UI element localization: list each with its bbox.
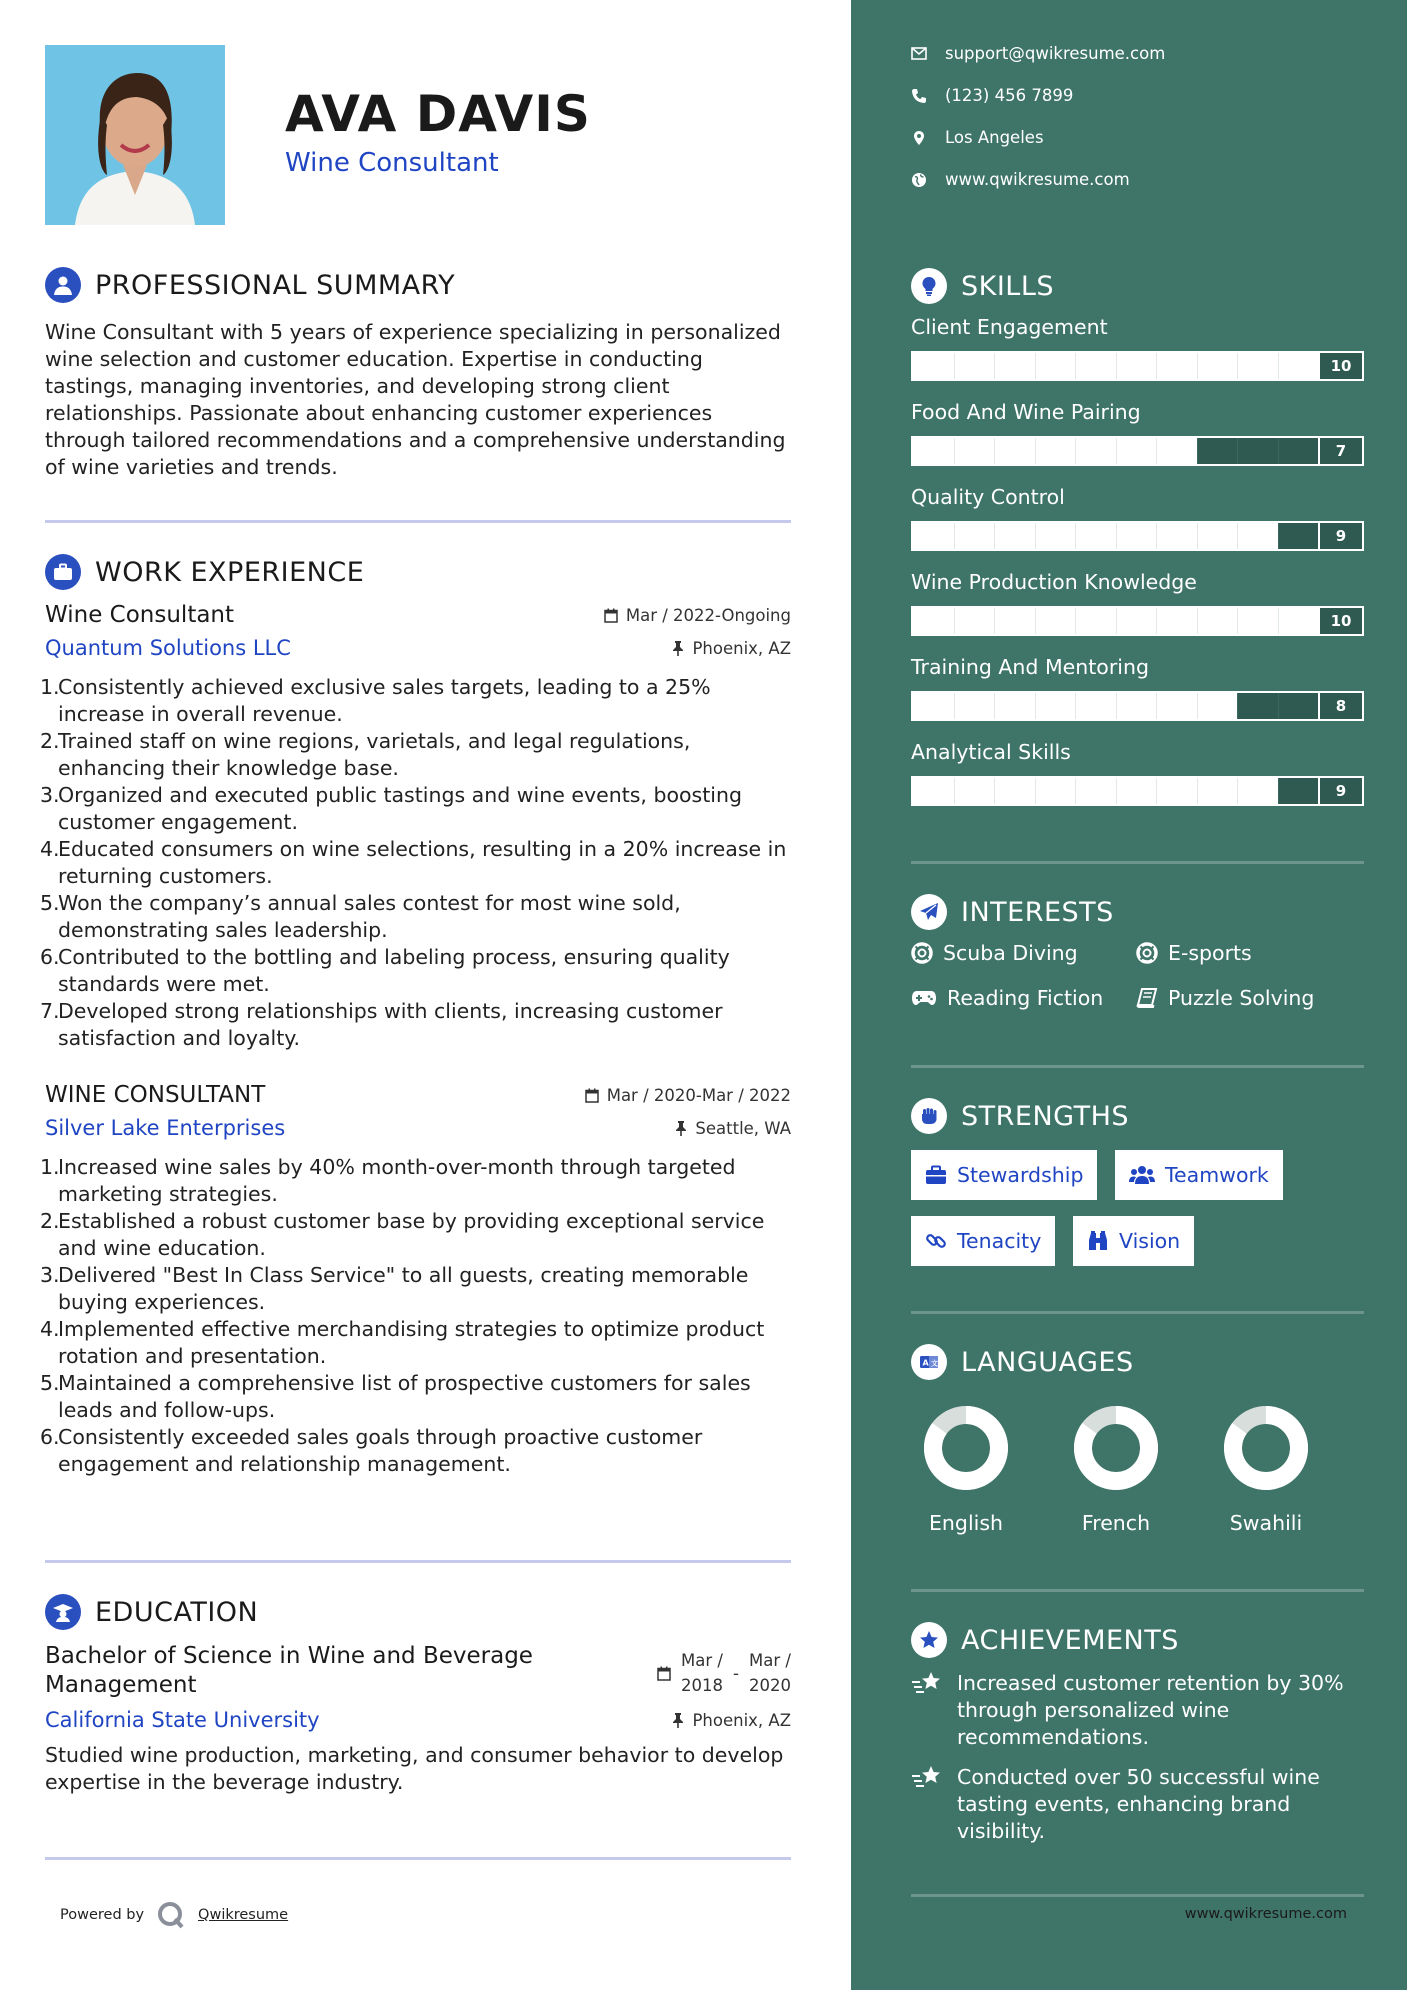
bullet-number: 1. xyxy=(40,1155,60,1179)
paper-plane-icon xyxy=(911,894,947,930)
skill-bar-segment xyxy=(1156,353,1157,379)
skill-bar-segment xyxy=(1116,353,1117,379)
skill-bar-segment xyxy=(1116,438,1117,464)
bullet-item: 4. Educated consumers on wine selections, resulting in a 20% increase in returning customers. xyxy=(40,837,787,888)
skill-bar-segment xyxy=(1278,523,1279,549)
interests-title: INTERESTS xyxy=(961,896,1114,928)
envelope-icon xyxy=(911,47,927,60)
skill-bar xyxy=(911,436,1364,466)
job-title: WINE CONSULTANT xyxy=(45,1082,266,1108)
life-ring-icon xyxy=(911,942,933,964)
divider xyxy=(911,1589,1364,1592)
avatar xyxy=(45,45,225,225)
skill-score: 9 xyxy=(1318,523,1362,549)
shooting-star-icon xyxy=(911,1764,945,1790)
achievements-section xyxy=(911,1620,1364,1660)
language-donut xyxy=(1223,1405,1309,1491)
qwikresume-link[interactable]: Qwikresume xyxy=(198,1907,289,1923)
degree-name: Bachelor of Science in Wine and Beverage Management xyxy=(45,1643,533,1698)
skill-bar-segment xyxy=(1035,523,1036,549)
job-company: Quantum Solutions LLC xyxy=(45,636,291,660)
skill-item xyxy=(911,400,1364,466)
qwikresume-logo-icon xyxy=(156,1900,186,1930)
divider xyxy=(45,520,791,523)
education-section xyxy=(45,1592,791,1796)
skill-bar-segment xyxy=(1197,608,1198,634)
bullet-item: 2. Trained staff on wine regions, varietals, and legal regulations, enhancing their knowledge base. xyxy=(40,729,691,780)
skill-bar-segment xyxy=(1278,608,1279,634)
skill-bar-fill xyxy=(913,523,1278,549)
skill-bar-segment xyxy=(1035,693,1036,719)
achievement-item: Increased customer retention by 30% through personalized wine recommendations. xyxy=(911,1670,1364,1751)
lightbulb-icon xyxy=(911,268,947,304)
skill-item xyxy=(911,570,1364,636)
pin-icon xyxy=(672,1713,684,1728)
pin-icon xyxy=(675,1121,687,1136)
graduate-icon xyxy=(45,1594,81,1630)
skill-bar-segment xyxy=(994,438,995,464)
experience-section xyxy=(40,552,791,1478)
language-donut xyxy=(923,1405,1009,1491)
language-item xyxy=(911,1405,1021,1535)
education-date: Mar / 2018 - Mar / 2020 xyxy=(657,1646,791,1700)
skill-bar-segment xyxy=(1156,778,1157,804)
skill-bar-fill xyxy=(913,778,1278,804)
map-marker-icon xyxy=(911,130,927,146)
language-donut xyxy=(1073,1405,1159,1491)
achievements-title: ACHIEVEMENTS xyxy=(961,1624,1179,1656)
job-date: Mar / 2020-Mar / 2022 xyxy=(585,1086,791,1105)
divider xyxy=(911,1311,1364,1314)
link-icon xyxy=(925,1230,947,1252)
interest-item: E-sports xyxy=(1136,941,1252,965)
briefcase-icon xyxy=(45,554,81,590)
calendar-icon xyxy=(657,1666,671,1681)
skill-score: 10 xyxy=(1318,353,1362,379)
skill-name: Food And Wine Pairing xyxy=(911,400,1141,424)
summary-text: Wine Consultant with 5 years of experience specializing in personalized wine selection and customer education. Expertise in conducting tastings, managing inventories, and developing strong client relationships. Passionate about enhancing customer experiences through tailored recommendations and a comprehensive understanding of wine varieties and trends. xyxy=(45,320,786,479)
language-item xyxy=(1211,1405,1321,1535)
languages-section xyxy=(911,1342,1364,1382)
skill-bar-segment xyxy=(1197,778,1198,804)
summary-title: PROFESSIONAL SUMMARY xyxy=(95,269,456,301)
bullet-number: 4. xyxy=(40,837,60,861)
bullet-item: 3. Delivered "Best In Class Service" to all guests, creating memorable buying experiences. xyxy=(40,1263,749,1314)
strengths-section xyxy=(911,1096,1364,1136)
job-date: Mar / 2022-Ongoing xyxy=(604,606,791,625)
sidebar xyxy=(851,0,1407,1990)
svg-text:文: 文 xyxy=(931,1359,938,1368)
skill-bar-segment xyxy=(954,778,955,804)
divider xyxy=(911,861,1364,864)
contact-website[interactable]: www.qwikresume.com xyxy=(911,170,1130,189)
skill-score: 8 xyxy=(1318,693,1362,719)
skill-name: Client Engagement xyxy=(911,315,1108,339)
skills-section xyxy=(911,266,1364,306)
school-name: California State University xyxy=(45,1708,320,1732)
skill-score: 10 xyxy=(1318,608,1362,634)
skill-bar-fill xyxy=(913,438,1197,464)
bullet-item: 4. Implemented effective merchandising strategies to optimize product rotation and presentation. xyxy=(40,1317,765,1368)
calendar-icon xyxy=(585,1088,599,1103)
education-text: Studied wine production, marketing, and consumer behavior to develop expertise in the beverage industry. xyxy=(45,1743,784,1794)
job-company: Silver Lake Enterprises xyxy=(45,1116,286,1140)
pin-icon xyxy=(672,641,684,656)
skill-bar-segment xyxy=(1237,523,1238,549)
skill-bar-segment xyxy=(1237,353,1238,379)
bullet-item: 2. Established a robust customer base by providing exceptional service and wine education. xyxy=(40,1209,765,1260)
skill-bar-segment xyxy=(1156,608,1157,634)
contact-phone[interactable]: (123) 456 7899 xyxy=(911,86,1073,105)
skill-bar-segment xyxy=(954,353,955,379)
bullet-number: 2. xyxy=(40,1209,60,1233)
skill-bar-segment xyxy=(1075,693,1076,719)
skill-bar-segment xyxy=(1156,523,1157,549)
interest-item: Scuba Diving xyxy=(911,941,1078,965)
skill-bar-segment xyxy=(954,693,955,719)
skill-bar xyxy=(911,691,1364,721)
skill-bar-segment xyxy=(1197,353,1198,379)
skill-item xyxy=(911,655,1364,721)
skill-name: Training And Mentoring xyxy=(911,655,1149,679)
skill-bar-segment xyxy=(994,608,995,634)
skill-bar xyxy=(911,776,1364,806)
strength-tag: Teamwork xyxy=(1115,1150,1283,1200)
skill-bar-segment xyxy=(1197,523,1198,549)
skill-bar-segment xyxy=(1075,438,1076,464)
contact-location: Los Angeles xyxy=(911,128,1044,147)
strength-tag: Tenacity xyxy=(911,1216,1055,1266)
calendar-icon xyxy=(604,608,618,623)
bullet-number: 2. xyxy=(40,729,60,753)
bullet-number: 3. xyxy=(40,1263,60,1287)
skill-bar-segment xyxy=(1075,608,1076,634)
bullet-number: 7. xyxy=(40,999,60,1023)
bullet-item: 7. Developed strong relationships with clients, increasing customer satisfaction and loyalty. xyxy=(40,999,723,1050)
bullet-number: 6. xyxy=(40,1425,60,1449)
bullet-item: 6. Contributed to the bottling and labeling process, ensuring quality standards were met. xyxy=(40,945,730,996)
achievement-item: Conducted over 50 successful wine tasting events, enhancing brand visibility. xyxy=(911,1764,1364,1845)
strength-tag: Stewardship xyxy=(911,1150,1097,1200)
skill-bar-segment xyxy=(954,438,955,464)
skill-bar-segment xyxy=(1278,353,1279,379)
interest-item: Puzzle Solving xyxy=(1136,986,1314,1010)
skill-bar-segment xyxy=(1116,778,1117,804)
translate-icon xyxy=(911,1344,947,1380)
job-location: Seattle, WA xyxy=(675,1119,791,1138)
skill-bar-segment xyxy=(994,523,995,549)
skill-bar-segment xyxy=(1156,693,1157,719)
languages-title: LANGUAGES xyxy=(961,1346,1134,1378)
summary-section xyxy=(45,265,791,481)
job-title: Wine Consultant xyxy=(45,602,235,628)
skill-bar-segment xyxy=(1156,438,1157,464)
language-name: French xyxy=(1081,1511,1151,1535)
skill-bar-segment xyxy=(1116,693,1117,719)
skill-bar-segment xyxy=(1237,608,1238,634)
skill-bar-segment xyxy=(954,608,955,634)
skill-bar-segment xyxy=(1075,353,1076,379)
divider xyxy=(45,1560,791,1563)
education-title: EDUCATION xyxy=(95,1596,259,1628)
skill-name: Quality Control xyxy=(911,485,1065,509)
skill-bar-segment xyxy=(1278,778,1279,804)
divider xyxy=(911,1894,1364,1897)
divider xyxy=(911,1065,1364,1068)
skill-score: 9 xyxy=(1318,778,1362,804)
bullet-item: 5. Won the company’s annual sales contest for most wine sold, demonstrating sales leadership. xyxy=(40,891,681,942)
job-entry xyxy=(40,1082,791,1478)
footer-website[interactable]: www.qwikresume.com xyxy=(1184,1906,1347,1922)
skill-score: 7 xyxy=(1318,438,1362,464)
life-ring-icon xyxy=(1136,942,1158,964)
bullet-item: 3. Organized and executed public tastings and wine events, boosting customer engagement. xyxy=(40,783,742,834)
skill-bar-segment xyxy=(1116,523,1117,549)
skill-bar-segment xyxy=(1075,523,1076,549)
strength-tag: Vision xyxy=(1073,1216,1194,1266)
job-bullets xyxy=(40,674,791,1052)
book-icon xyxy=(1136,988,1158,1008)
skill-bar-segment xyxy=(1035,438,1036,464)
interest-item: Reading Fiction xyxy=(911,986,1103,1010)
powered-by-label: Powered by xyxy=(60,1907,145,1923)
bullet-number: 5. xyxy=(40,1371,60,1395)
school-location: Phoenix, AZ xyxy=(672,1711,791,1730)
skill-bar-segment xyxy=(1237,693,1238,719)
skill-bar-segment xyxy=(1035,778,1036,804)
gamepad-icon xyxy=(911,989,937,1007)
language-name: English xyxy=(928,1511,1004,1535)
job-bullets xyxy=(40,1154,791,1478)
skill-bar-segment xyxy=(1035,608,1036,634)
skill-bar-segment xyxy=(994,353,995,379)
bullet-number: 5. xyxy=(40,891,60,915)
skill-bar-segment xyxy=(1197,438,1198,464)
skill-item xyxy=(911,315,1364,381)
fist-icon xyxy=(911,1098,947,1134)
skills-title: SKILLS xyxy=(961,270,1055,302)
bullet-item: 1. Increased wine sales by 40% month-over-month through targeted marketing strategies. xyxy=(40,1155,736,1206)
skill-bar-segment xyxy=(1278,438,1279,464)
profile-photo xyxy=(45,45,225,225)
skill-name: Analytical Skills xyxy=(911,740,1071,764)
divider xyxy=(45,1857,791,1860)
interests-section xyxy=(911,892,1364,932)
skill-bar-segment xyxy=(1116,608,1117,634)
skill-item xyxy=(911,485,1364,551)
skill-bar-segment xyxy=(1035,353,1036,379)
briefcase-icon xyxy=(925,1165,947,1185)
bullet-number: 4. xyxy=(40,1317,60,1341)
job-location: Phoenix, AZ xyxy=(672,639,791,658)
shooting-star-icon xyxy=(911,1670,945,1696)
skill-bar-segment xyxy=(1237,778,1238,804)
svg-text:A: A xyxy=(922,1358,929,1368)
candidate-name: AVA DAVIS xyxy=(285,85,591,143)
skill-bar xyxy=(911,521,1364,551)
phone-icon xyxy=(911,88,927,104)
skill-bar-segment xyxy=(994,778,995,804)
skill-bar-segment xyxy=(994,693,995,719)
users-icon xyxy=(1129,1165,1155,1185)
language-item xyxy=(1061,1405,1171,1535)
bullet-item: 5. Maintained a comprehensive list of prospective customers for sales leads and follow-ups. xyxy=(40,1371,751,1422)
candidate-role: Wine Consultant xyxy=(285,148,499,178)
skill-bar-segment xyxy=(1278,693,1279,719)
bullet-item: 6. Consistently exceeded sales goals through proactive customer engagement and relationship management. xyxy=(40,1425,703,1476)
bullet-item: 1. Consistently achieved exclusive sales targets, leading to a 25% increase in overall revenue. xyxy=(40,675,711,726)
powered-by xyxy=(60,1900,288,1930)
user-icon xyxy=(45,267,81,303)
skill-bar xyxy=(911,351,1364,381)
skill-bar xyxy=(911,606,1364,636)
contact-email[interactable]: support@qwikresume.com xyxy=(911,44,1165,63)
bullet-number: 1. xyxy=(40,675,60,699)
job-entry xyxy=(40,602,791,1052)
strengths-title: STRENGTHS xyxy=(961,1100,1130,1132)
skill-bar-segment xyxy=(1237,438,1238,464)
experience-title: WORK EXPERIENCE xyxy=(95,556,365,588)
skill-name: Wine Production Knowledge xyxy=(911,570,1197,594)
star-icon xyxy=(911,1622,947,1658)
skill-bar-segment xyxy=(1075,778,1076,804)
language-name: Swahili xyxy=(1229,1511,1303,1535)
bullet-number: 6. xyxy=(40,945,60,969)
skill-bar-segment xyxy=(954,523,955,549)
skill-bar-segment xyxy=(1197,693,1198,719)
skill-item xyxy=(911,740,1364,806)
binoculars-icon xyxy=(1087,1230,1109,1252)
globe-icon xyxy=(911,172,927,188)
bullet-number: 3. xyxy=(40,783,60,807)
